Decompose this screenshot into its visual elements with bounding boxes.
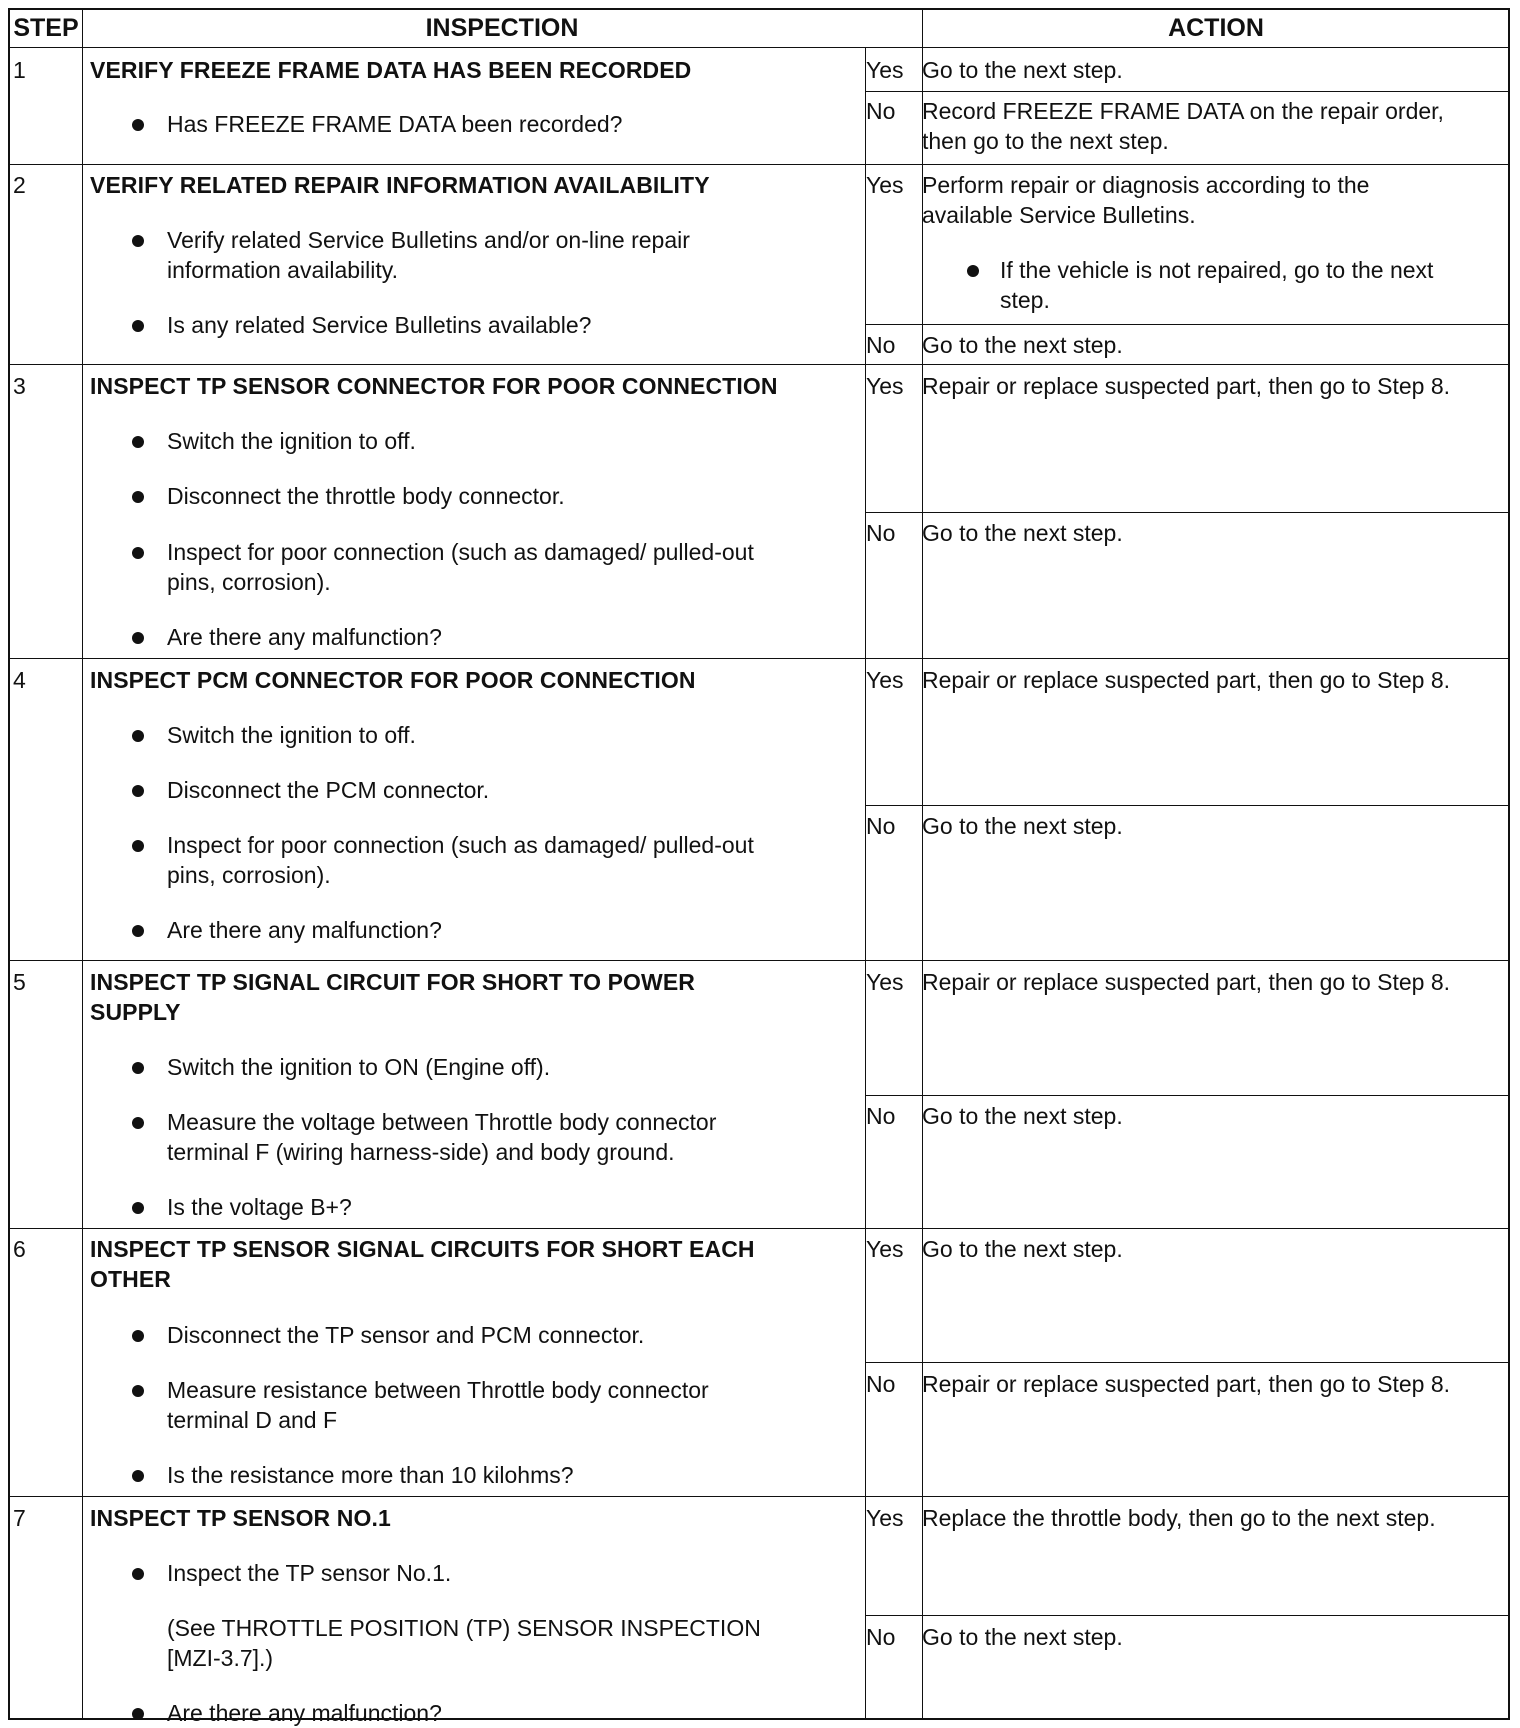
- no-label: No: [866, 813, 896, 839]
- row-divider: [10, 1496, 1510, 1497]
- yes-label: Yes: [866, 1236, 904, 1262]
- bullet-dot-icon: [132, 730, 144, 742]
- no-label: No: [866, 1624, 896, 1650]
- reference-note: (See THROTTLE POSITION (TP) SENSOR INSPECTION [MZI-3.7].): [167, 1615, 761, 1671]
- yes-no-divider: [865, 805, 1510, 806]
- step-number: 7: [13, 1505, 26, 1531]
- header-inspection: INSPECTION: [425, 14, 579, 42]
- yes-action: Replace the throttle body, then go to the next step.: [922, 1505, 1436, 1531]
- no-action: Repair or replace suspected part, then go to Step 8.: [922, 1371, 1451, 1397]
- bullet-dot-icon: [132, 1330, 144, 1342]
- bullet-dot-icon: [132, 320, 144, 332]
- yes-no-divider: [865, 91, 1510, 92]
- step-number: 4: [13, 667, 26, 693]
- bullet-dot-icon: [132, 1062, 144, 1074]
- yes-action: Repair or replace suspected part, then go to Step 8.: [922, 969, 1451, 995]
- yes-label: Yes: [866, 667, 904, 693]
- step-title: INSPECT TP SENSOR NO.1: [90, 1505, 391, 1531]
- yes-label: Yes: [866, 373, 904, 399]
- step-title: INSPECT TP SENSOR SIGNAL CIRCUITS FOR SHORT EACH OTHER: [90, 1236, 755, 1292]
- bullet-dot-icon: [132, 1202, 144, 1214]
- no-action: Go to the next step.: [922, 813, 1123, 839]
- step-title: INSPECT PCM CONNECTOR FOR POOR CONNECTION: [90, 667, 696, 693]
- yes-action: Repair or replace suspected part, then go to Step 8.: [922, 667, 1451, 693]
- row-divider: [10, 1228, 1510, 1229]
- bullet-dot-icon: [132, 491, 144, 503]
- bullet-dot-icon: [132, 785, 144, 797]
- yes-no-divider: [865, 1095, 1510, 1096]
- bullet-dot-icon: [132, 1568, 144, 1580]
- bullet-dot-icon: [132, 1470, 144, 1482]
- step-title: VERIFY RELATED REPAIR INFORMATION AVAILABILITY: [90, 172, 710, 198]
- yes-no-divider: [865, 324, 1510, 325]
- bullet-dot-icon: [132, 547, 144, 559]
- yes-no-divider: [865, 512, 1510, 513]
- yes-action: Go to the next step.: [922, 57, 1123, 83]
- no-action: Go to the next step.: [922, 1103, 1123, 1129]
- step-number: 1: [13, 57, 26, 83]
- bullet-dot-icon: [132, 632, 144, 644]
- yes-label: Yes: [866, 1505, 904, 1531]
- no-label: No: [866, 98, 896, 124]
- yes-no-divider: [865, 1362, 1510, 1363]
- yes-no-divider: [865, 1615, 1510, 1616]
- step-title: VERIFY FREEZE FRAME DATA HAS BEEN RECORDED: [90, 57, 692, 83]
- yes-action: Repair or replace suspected part, then go to Step 8.: [922, 373, 1451, 399]
- no-label: No: [866, 1371, 896, 1397]
- step-number: 3: [13, 373, 26, 399]
- bullet-dot-icon: [132, 436, 144, 448]
- column-divider: [865, 47, 866, 1720]
- row-divider: [10, 960, 1510, 961]
- no-action: Go to the next step.: [922, 1624, 1123, 1650]
- step-number: 2: [13, 172, 26, 198]
- no-label: No: [866, 1103, 896, 1129]
- row-divider: [10, 658, 1510, 659]
- bullet-dot-icon: [132, 1385, 144, 1397]
- row-divider: [10, 164, 1510, 165]
- bullet-dot-icon: [967, 265, 979, 277]
- column-divider: [922, 10, 923, 1720]
- bullet-dot-icon: [132, 925, 144, 937]
- yes-action: Perform repair or diagnosis according to the available Service Bulletins.: [922, 172, 1370, 228]
- bullet-dot-icon: [132, 840, 144, 852]
- no-action: Go to the next step.: [922, 520, 1123, 546]
- header-step: STEP: [13, 14, 79, 42]
- yes-action: Go to the next step.: [922, 1236, 1123, 1262]
- row-divider: [10, 364, 1510, 365]
- yes-label: Yes: [866, 57, 904, 83]
- step-number: 6: [13, 1236, 26, 1262]
- no-action: Go to the next step.: [922, 332, 1123, 358]
- bullet-dot-icon: [132, 119, 144, 131]
- bullet-dot-icon: [132, 235, 144, 247]
- step-title: INSPECT TP SENSOR CONNECTOR FOR POOR CONNECTION: [90, 373, 778, 399]
- bullet-dot-icon: [132, 1117, 144, 1129]
- column-divider: [82, 10, 83, 1720]
- no-label: No: [866, 332, 896, 358]
- no-label: No: [866, 520, 896, 546]
- yes-label: Yes: [866, 969, 904, 995]
- header-action: ACTION: [1168, 14, 1264, 42]
- inspection-table: STEP INSPECTION ACTION 1 VERIFY FREEZE FRAME DATA HAS BEEN RECORDED Has FREEZE FRAME DATA been recorded? Yes Go to the next step. No Record FREEZE FRAME DATA on the repair order, then go to the next step. 2 VERIFY RELATED REPAIR INFORMATION AVAILABILITY Verify related Service Bulletins and/or on-line repair information availability. Is any related Service Bulletins available? Yes Perform repair or diagnosis according to the available Service Bulletins. If the vehicle is not repaired, go to the next step. No Go to the next step. 3 INSPECT TP SENSOR CONNECTOR FOR POOR CONNECTION Switch the ignition to off. Disconnect the throttle body connector. Inspect for poor connection (such as damaged/ pulled-out pins, corrosion). Are there any malfunction? Yes Repair or replace suspected part, then go to Step 8. No Go to the next step. 4 INSPECT PCM CONNECTOR FOR POOR CONNECTION Switch the ignition to off. Disconnect the PCM connector. Inspect for poor connection (such as damaged/ pulled-out pins, corrosion). Are there any malfunction? Yes Repair or replace suspected part, then go to Step 8. No Go to the next step. 5 INSPECT TP SIGNAL CIRCUIT FOR SHORT TO POWER SUPPLY Switch the ignition to ON (Engine off). Measure the voltage between Throttle body connector terminal F (wiring harness-side) and body ground. Is the voltage B+? Yes Repair or replace suspected part, then go to Step 8. No Go to the next step. 6 INSPECT TP SENSOR SIGNAL CIRCUITS FOR SHORT EACH OTHER Disconnect the TP sensor and PCM connector. Measure resistance between Throttle body connector terminal D and F Is the resistance more than 10 kilohms? Yes Go to the next step. No Repair or replace suspected part, then go to Step 8. 7 INSPECT TP SENSOR NO.1 Inspect the TP sensor No.1. (See THROTTLE POSITION (TP) SENSOR INSPECTION [MZI-3.7].) Are there any malfunction? Yes Replace the throttle body, then go to the next step. No Go to the next step.: [8, 8, 1510, 1720]
- no-action: Record FREEZE FRAME DATA on the repair order, then go to the next step.: [922, 98, 1444, 154]
- step-number: 5: [13, 969, 26, 995]
- yes-label: Yes: [866, 172, 904, 198]
- step-title: INSPECT TP SIGNAL CIRCUIT FOR SHORT TO POWER SUPPLY: [90, 969, 695, 1025]
- row-divider: [10, 47, 1510, 48]
- bullet-dot-icon: [132, 1708, 144, 1720]
